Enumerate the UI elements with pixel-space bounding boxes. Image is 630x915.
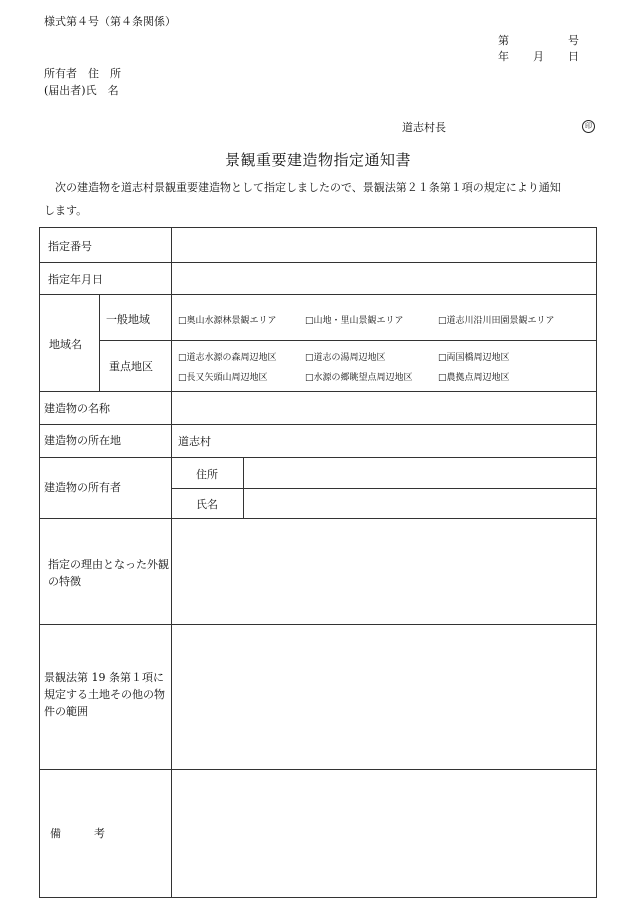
reason-label: 指定の理由となった外観の特徴 <box>48 558 169 588</box>
name-label: 氏名 <box>196 498 218 511</box>
document-title: 景観重要建造物指定通知書 <box>225 151 412 169</box>
location-value: 道志村 <box>178 435 211 448</box>
building-location-label: 建造物の所在地 <box>44 434 121 447</box>
building-name-label: 建造物の名称 <box>44 402 110 415</box>
remarks-label: 備 考 <box>50 827 105 840</box>
key-option[interactable]: □長又矢頭山周辺地区 <box>178 373 268 383</box>
date-day: 日 <box>568 50 579 63</box>
area-name-label: 地域名 <box>49 338 82 351</box>
address-label: 住所 <box>196 468 218 481</box>
owner-address-label: 所有者 住 所 <box>44 67 121 80</box>
key-option[interactable]: □道志水源の森周辺地区 <box>178 353 277 363</box>
general-option[interactable]: □道志川沿川田園景観エリア <box>438 316 555 326</box>
seal-mark: 印 <box>582 120 595 133</box>
key-option[interactable]: □両国橋周辺地区 <box>438 353 510 363</box>
general-option[interactable]: □山地・里山景観エリア <box>305 316 404 326</box>
number-prefix: 第 <box>498 34 509 47</box>
date-month: 月 <box>533 50 544 63</box>
scope-label: 景観法第 19 条第１項に規定する土地その他の物件の範囲 <box>44 671 165 718</box>
date-year: 年 <box>498 50 509 63</box>
general-option[interactable]: □奥山水源林景観エリア <box>178 316 277 326</box>
key-option[interactable]: □農拠点周辺地区 <box>438 373 510 383</box>
issuer: 道志村長 <box>402 121 446 134</box>
number-suffix: 号 <box>568 34 579 47</box>
key-option[interactable]: □道志の湯周辺地区 <box>305 353 386 363</box>
designation-date-label: 指定年月日 <box>48 273 103 286</box>
key-option[interactable]: □水源の郷眺望点周辺地区 <box>305 373 413 383</box>
intro-line-2: します。 <box>44 204 88 217</box>
owner-name-label: (届出者)氏 名 <box>44 84 119 97</box>
key-district-label: 重点地区 <box>109 360 153 373</box>
intro-line-1: 次の建造物を道志村景観重要建造物として指定しましたので、景観法第２１条第１項の規定により通知 <box>44 181 561 194</box>
form-id: 様式第４号（第４条関係） <box>44 15 176 28</box>
general-area-label: 一般地域 <box>106 313 150 326</box>
designation-number-label: 指定番号 <box>48 240 92 253</box>
building-owner-label: 建造物の所有者 <box>44 481 121 494</box>
